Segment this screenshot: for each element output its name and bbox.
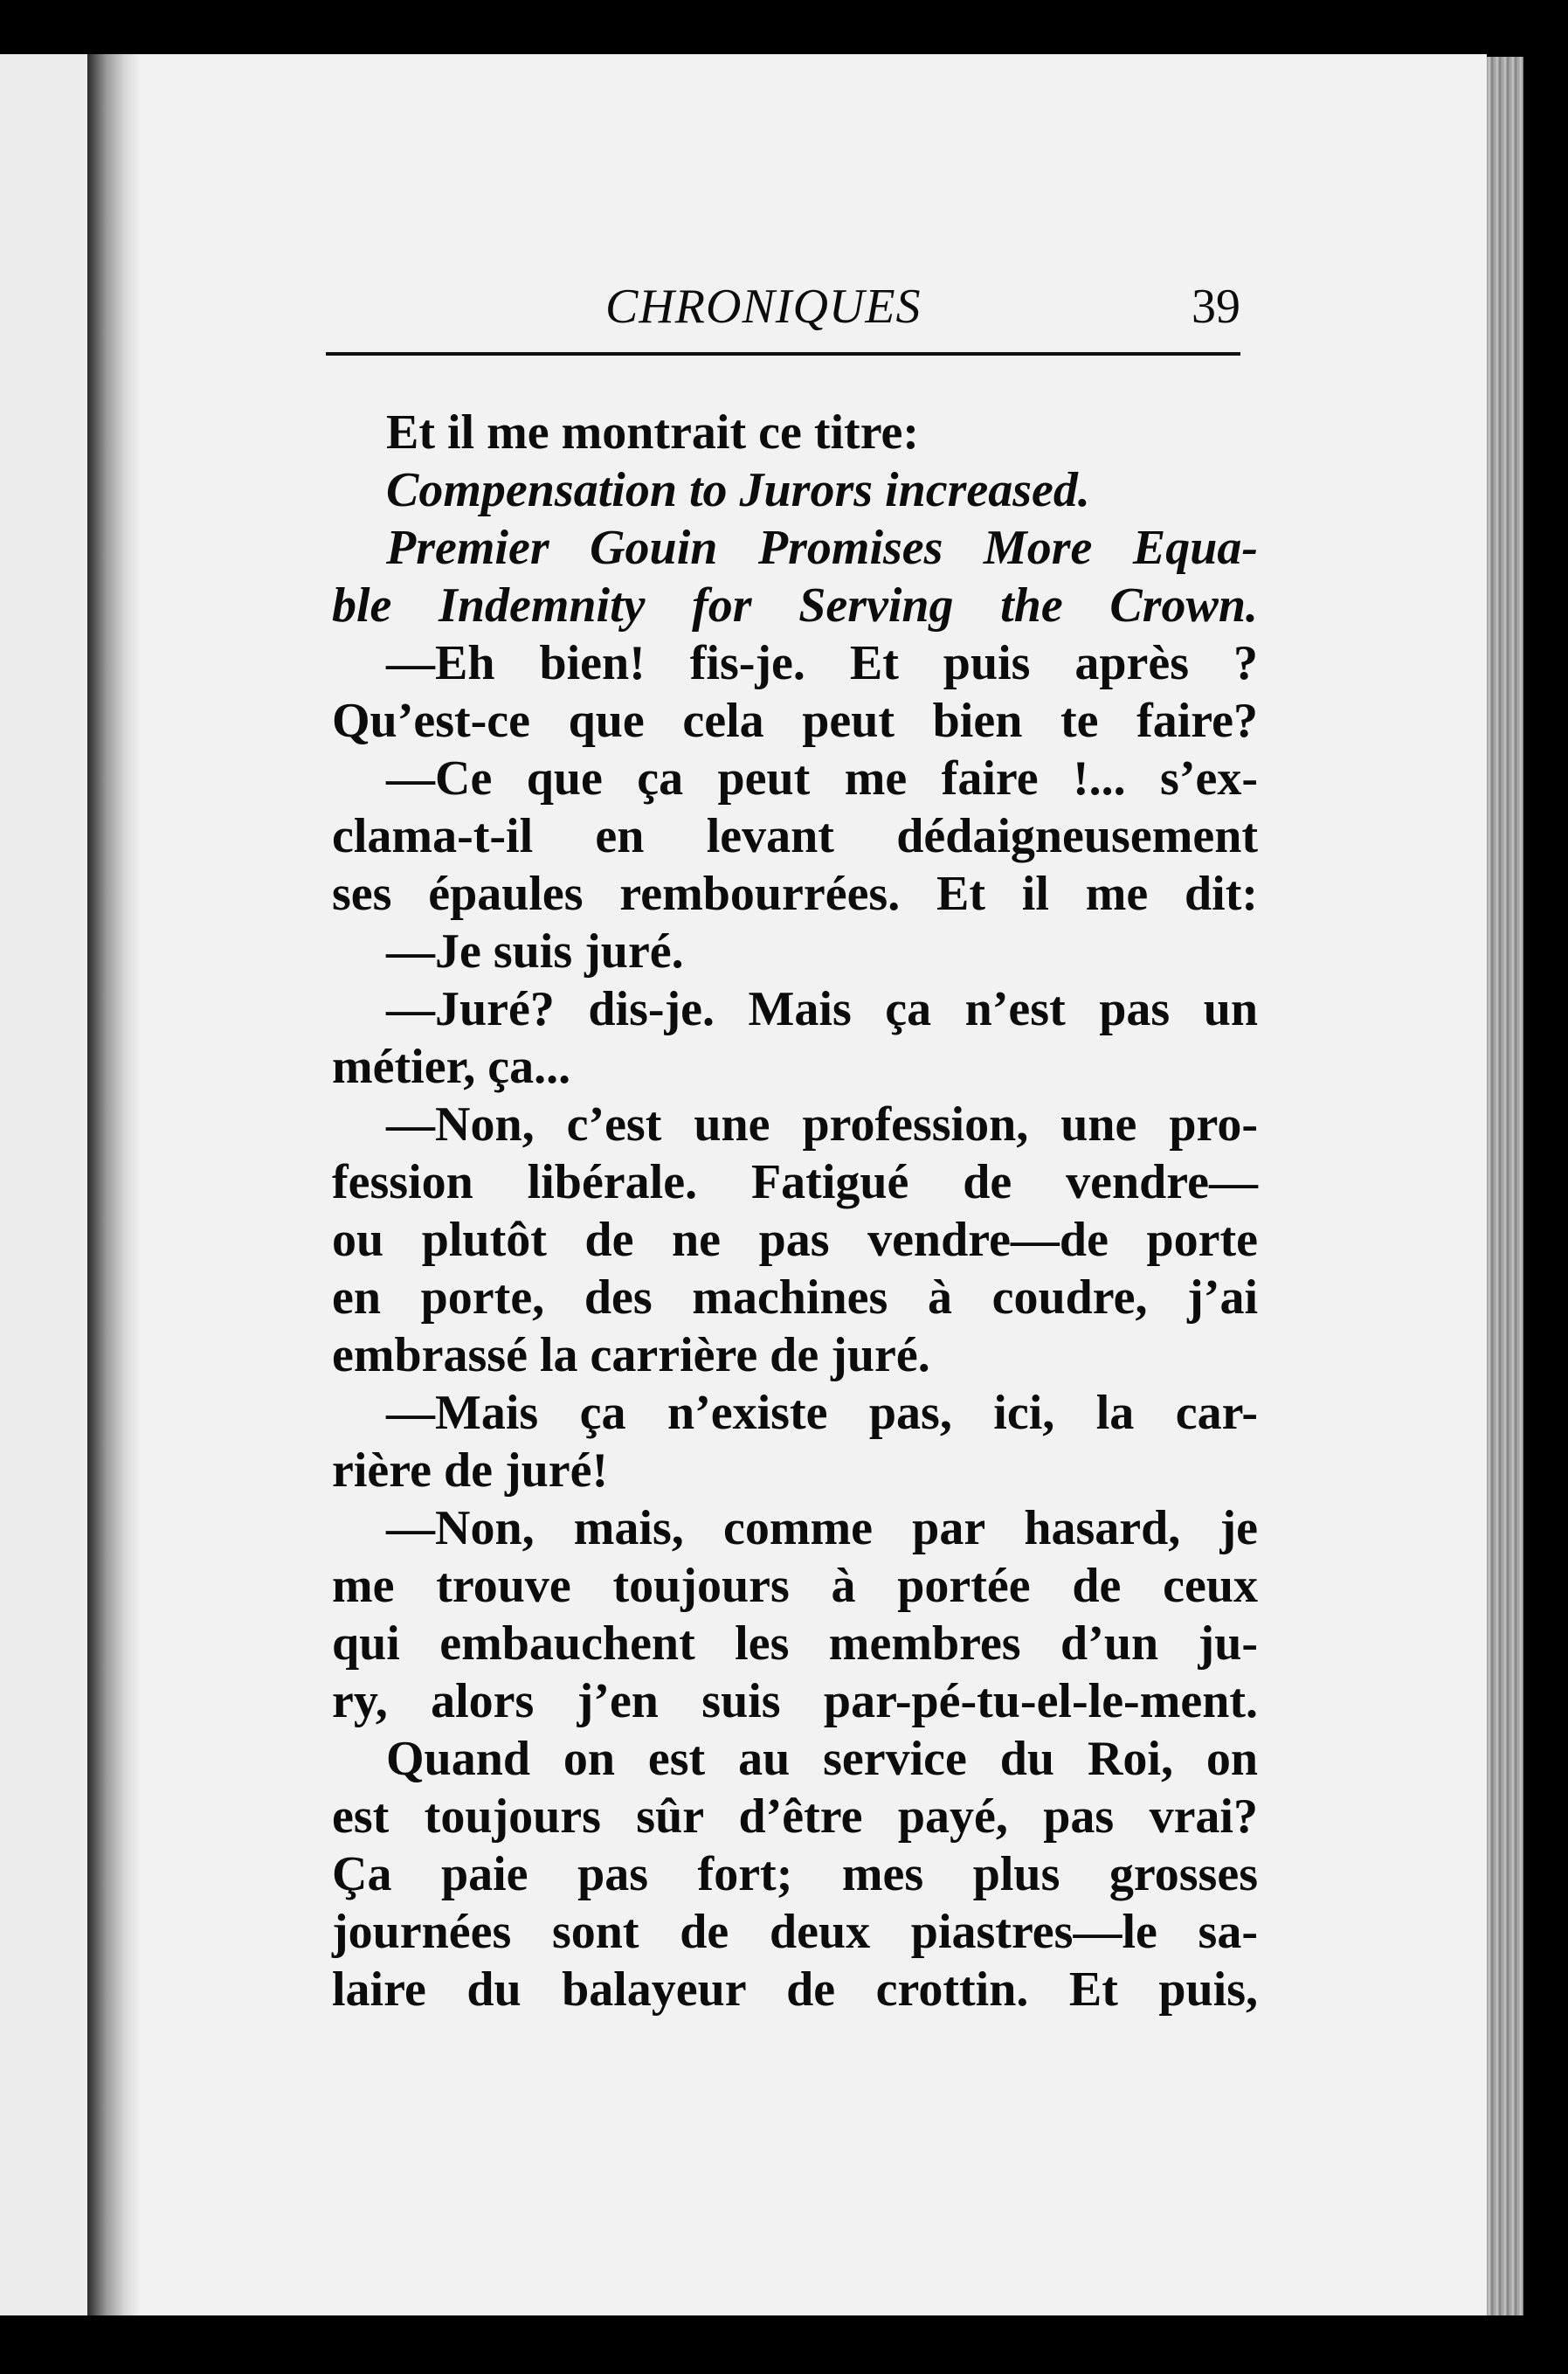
text-line: laire du balayeur de crottin. Et puis, [332,1962,1258,2017]
text-line: Premier Gouin Promises More Equa- [386,521,1258,575]
text-line: journées sont de deux piastres—le sa- [332,1905,1258,1959]
text-line: Qu’est-ce que cela peut bien te faire? [332,694,1258,748]
text-line: ble Indemnity for Serving the Crown. [332,578,1258,633]
text-line: —Mais ça n’existe pas, ici, la car- [386,1386,1258,1440]
text-line: ses épaules rembourrées. Et il me dit: [332,867,1258,921]
text-line: Ça paie pas fort; mes plus grosses [332,1847,1258,1901]
text-line: —Je suis juré. [386,924,684,979]
text-line: rière de juré! [332,1443,609,1498]
text-line: Compensation to Jurors increased. [386,463,1090,517]
running-header [326,278,1240,356]
text-line: me trouve toujours à portée de ceux [332,1559,1258,1613]
text-line: en porte, des machines à coudre, j’ai [332,1270,1258,1325]
text-line: est toujours sûr d’être payé, pas vrai? [332,1789,1258,1844]
book-gutter [87,54,142,2315]
running-title: CHRONIQUES [605,280,922,334]
facing-page-edge [0,54,87,2315]
text-line: Quand on est au service du Roi, on [386,1732,1258,1786]
text-line: clama-t-il en levant dédaigneusement [332,809,1258,863]
text-line: Et il me montrait ce titre: [386,405,920,460]
text-line: fession libérale. Fatigué de vendre— [332,1155,1258,1209]
text-line: —Eh bien! fis-je. Et puis après ? [386,636,1258,690]
text-line: —Juré? dis-je. Mais ça n’est pas un [386,982,1258,1036]
text-line: —Non, mais, comme par hasard, je [386,1501,1258,1555]
page-number: 39 [1192,280,1240,334]
text-line: qui embauchent les membres d’un ju- [332,1616,1258,1671]
text-line: —Non, c’est une profession, une pro- [386,1097,1258,1152]
text-line: métier, ça... [332,1040,571,1094]
text-line: ou plutôt de ne pas vendre—de porte [332,1213,1258,1267]
text-line: ry, alors j’en suis par-pé-tu-el-le-ment. [332,1674,1258,1728]
page-stack-edge [1487,57,1523,2315]
text-line: —Ce que ça peut me faire !... s’ex- [386,751,1258,806]
text-line: embrassé la carrière de juré. [332,1328,930,1382]
body-text [332,404,1258,2018]
header-rule [326,352,1240,356]
